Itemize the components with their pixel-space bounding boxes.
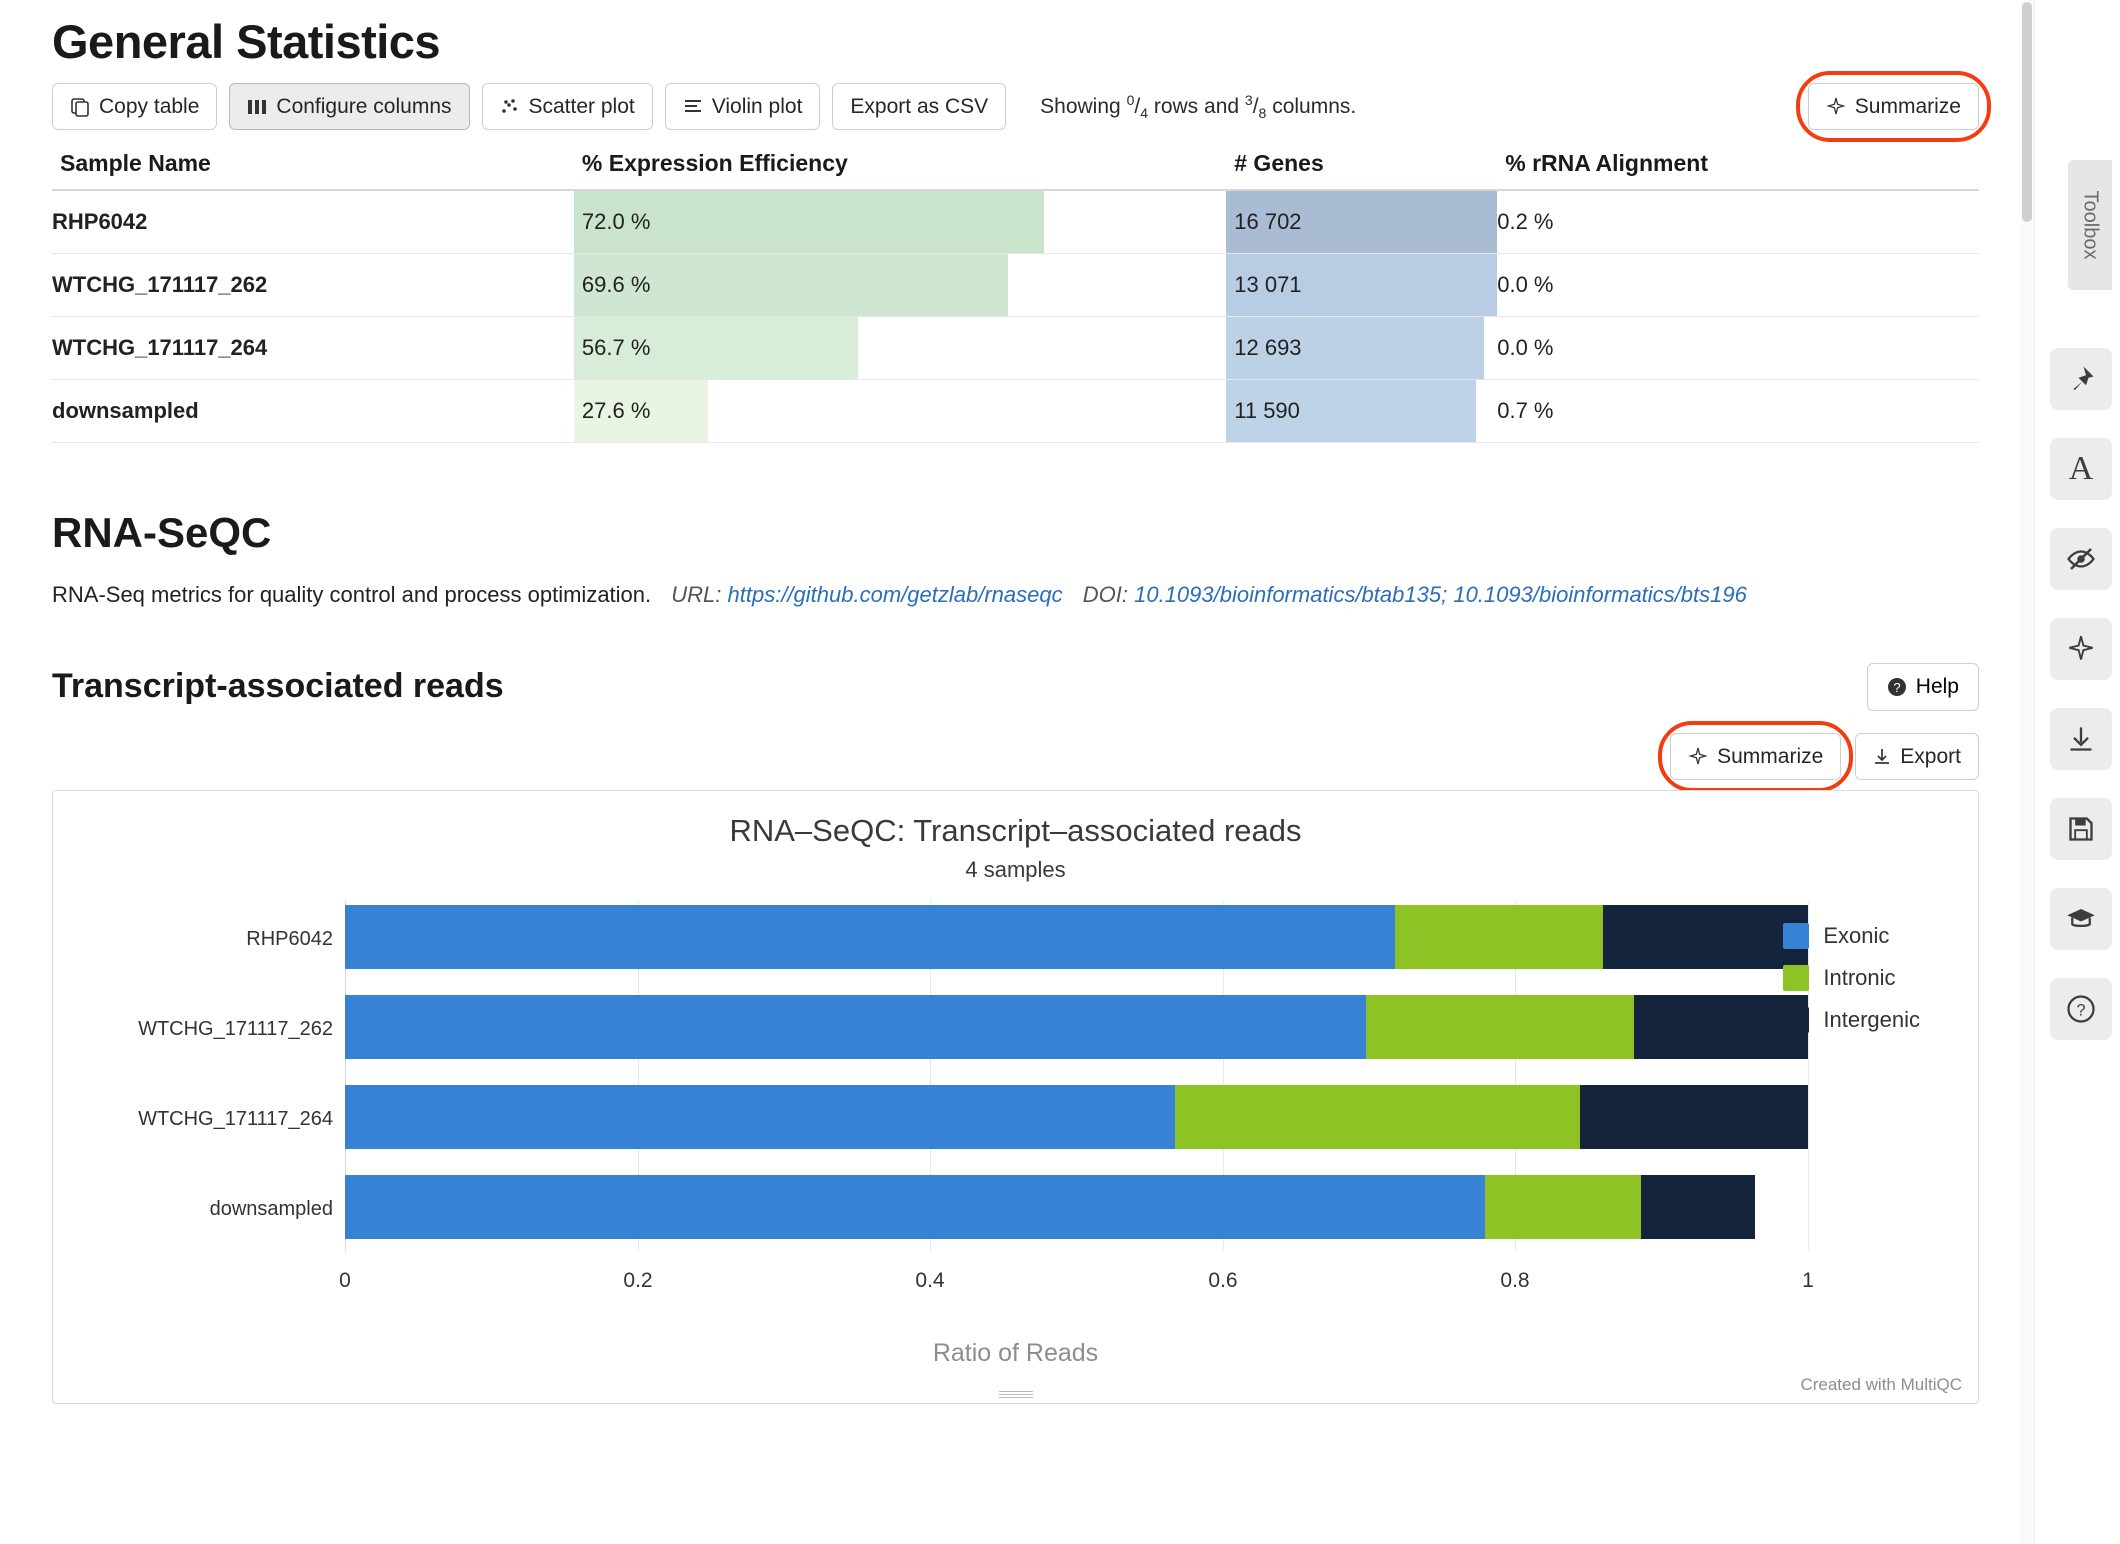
chart-credit: Created with MultiQC xyxy=(1800,1375,1962,1395)
showing-prefix: Showing xyxy=(1040,94,1121,118)
column-header-genes[interactable]: # Genes xyxy=(1226,146,1497,190)
toolbox-tab-label: Toolbox xyxy=(2079,190,2102,260)
summarize-table-button[interactable] xyxy=(1808,83,1979,130)
general-stats-toolbar xyxy=(52,83,1979,130)
cell-value: 56.7 % xyxy=(581,335,651,361)
cell-sample-name: WTCHG_171117_264 xyxy=(52,317,574,380)
rows-numerator: 0 xyxy=(1126,91,1135,108)
cell-expression-efficiency xyxy=(574,317,1226,380)
legend-item-intronic[interactable] xyxy=(1783,965,1920,991)
column-header-rrna-alignment[interactable]: % rRNA Alignment xyxy=(1497,146,1979,190)
cell-sample-name: WTCHG_171117_262 xyxy=(52,254,574,317)
chart-legend xyxy=(1783,923,1920,1049)
cell-rrna: 0.0 % xyxy=(1497,317,1979,380)
help-icon xyxy=(1887,677,1907,697)
bar-segment-intronic[interactable] xyxy=(1366,995,1634,1059)
cell-expression-efficiency xyxy=(574,380,1226,443)
help-label: Help xyxy=(1915,674,1959,698)
cell-rrna: 0.0 % xyxy=(1497,254,1979,317)
legend-swatch-intronic xyxy=(1783,965,1809,991)
configure-columns-label: Configure columns xyxy=(276,95,452,118)
rows-fraction: $^0/_4$ xyxy=(1126,91,1148,122)
bar-segment-exonic[interactable] xyxy=(345,1085,1175,1149)
bar-segment-exonic[interactable] xyxy=(345,995,1366,1059)
legend-label-intronic: Intronic xyxy=(1823,965,1896,991)
download-icon[interactable] xyxy=(2050,708,2112,770)
summarize-plot-button[interactable] xyxy=(1670,733,1841,780)
transcript-associated-reads-plot[interactable] xyxy=(52,790,1979,1404)
cell-sample-name: downsampled xyxy=(52,380,574,443)
scrollbar-thumb[interactable] xyxy=(2022,2,2032,222)
scatter-icon xyxy=(500,97,520,117)
columns-fraction: $^3/_8$ xyxy=(1244,91,1267,122)
cell-value: 27.6 % xyxy=(581,398,651,424)
bar-segment-exonic[interactable] xyxy=(345,905,1395,969)
page-scrollbar[interactable] xyxy=(2020,0,2034,1544)
bar-row[interactable] xyxy=(345,1175,1808,1239)
y-axis-label: WTCHG_171117_264 xyxy=(138,1108,333,1131)
x-tick: 0.8 xyxy=(1500,1269,1530,1293)
cell-genes xyxy=(1226,380,1497,443)
summarize-table-highlight xyxy=(1808,83,1979,130)
plot-subtitle: 4 samples xyxy=(965,857,1066,883)
x-tick: 0 xyxy=(339,1269,351,1293)
legend-swatch-exonic xyxy=(1783,923,1809,949)
toolbox-panel xyxy=(2034,0,2120,1544)
plot-resize-handle[interactable] xyxy=(999,1391,1033,1399)
cols-word: columns. xyxy=(1272,94,1357,118)
module-doi xyxy=(1083,582,1747,607)
citations-icon[interactable] xyxy=(2050,888,2112,950)
column-header-expression-efficiency[interactable]: % Expression Efficiency xyxy=(574,146,1226,190)
toolbox-tab[interactable] xyxy=(2068,160,2112,290)
configure-columns-button[interactable] xyxy=(229,83,469,130)
showing-status xyxy=(1040,92,1356,121)
violin-plot-button[interactable] xyxy=(665,83,821,130)
pin-icon[interactable] xyxy=(2050,348,2112,410)
bar-row[interactable] xyxy=(345,1085,1808,1149)
export-csv-button[interactable] xyxy=(832,83,1006,130)
plot-actions xyxy=(52,733,1979,780)
sparkle-icon xyxy=(1826,97,1846,117)
general-statistics-table xyxy=(52,146,1979,443)
cell-value: 12 693 xyxy=(1234,335,1302,361)
scatter-plot-button[interactable] xyxy=(482,83,653,130)
section-header xyxy=(52,621,1979,711)
highlight-text-icon[interactable]: A xyxy=(2050,438,2112,500)
x-tick: 1 xyxy=(1802,1269,1814,1293)
cell-genes xyxy=(1226,190,1497,254)
legend-item-exonic[interactable] xyxy=(1783,923,1920,949)
cell-rrna: 0.7 % xyxy=(1497,380,1979,443)
svg-text:?: ? xyxy=(1893,679,1901,695)
chart-area xyxy=(53,901,1978,1403)
module-description xyxy=(52,579,1979,611)
export-plot-label: Export xyxy=(1900,744,1961,768)
y-axis-label: WTCHG_171117_262 xyxy=(138,1018,333,1041)
cols-numerator: 3 xyxy=(1244,91,1253,108)
y-axis-label: downsampled xyxy=(209,1198,333,1221)
copy-table-button[interactable] xyxy=(52,83,217,130)
bar-segment-intergenic[interactable] xyxy=(1634,995,1808,1059)
section-title: Transcript-associated reads xyxy=(52,666,504,705)
module-title: RNA-SeQC xyxy=(52,509,272,557)
cell-value: 13 071 xyxy=(1234,272,1302,298)
ai-sparkle-icon[interactable] xyxy=(2050,618,2112,680)
x-tick: 0.6 xyxy=(1208,1269,1238,1293)
cell-expression-efficiency xyxy=(574,254,1226,317)
copy-table-label: Copy table xyxy=(99,95,200,118)
bar-segment-intronic[interactable] xyxy=(1395,905,1603,969)
legend-label-exonic: Exonic xyxy=(1823,923,1890,949)
help-button[interactable] xyxy=(1867,663,1979,711)
legend-label-intergenic: Intergenic xyxy=(1823,1007,1920,1033)
bar-segment-intergenic[interactable] xyxy=(1603,905,1808,969)
url-link[interactable]: https://github.com/getzlab/rnaseqc xyxy=(727,582,1063,608)
bar-segment-intronic[interactable] xyxy=(1485,1175,1642,1239)
help-icon[interactable] xyxy=(2050,978,2112,1040)
bar-row[interactable] xyxy=(345,905,1808,969)
copy-icon xyxy=(70,97,90,117)
url-label: URL: xyxy=(671,582,722,608)
bar-segment-exonic[interactable] xyxy=(345,1175,1485,1239)
svg-text:?: ? xyxy=(2076,1001,2086,1020)
page-title: General Statistics xyxy=(52,15,441,68)
module-description-text: RNA-Seq metrics for quality control and process optimization. xyxy=(52,582,652,608)
legend-item-intergenic[interactable] xyxy=(1783,1007,1920,1033)
cell-value: 16 702 xyxy=(1234,209,1302,235)
plot-title: RNA–SeQC: Transcript–associated reads xyxy=(729,813,1302,849)
y-axis-label: RHP6042 xyxy=(246,928,333,951)
cell-value: 72.0 % xyxy=(581,209,651,235)
download-icon xyxy=(1873,748,1891,766)
cell-expression-efficiency xyxy=(574,190,1226,254)
x-axis-title: Ratio of Reads xyxy=(932,1339,1099,1368)
summarize-table-label: Summarize xyxy=(1854,95,1961,118)
table-row xyxy=(52,317,1979,380)
table-row xyxy=(52,254,1979,317)
doi-link-2[interactable]: 10.1093/bioinformatics/bts196 xyxy=(1453,582,1747,608)
bar-segment-intronic[interactable] xyxy=(1175,1085,1580,1149)
module-url xyxy=(671,582,1068,607)
hide-samples-icon[interactable] xyxy=(2050,528,2112,590)
violin-icon xyxy=(683,97,703,117)
bar-segment-intergenic[interactable] xyxy=(1580,1085,1808,1149)
bar-segment-intergenic[interactable] xyxy=(1641,1175,1755,1239)
x-tick: 0.2 xyxy=(623,1269,653,1293)
cell-sample-name: RHP6042 xyxy=(52,190,574,254)
export-plot-button[interactable] xyxy=(1855,733,1979,780)
scatter-plot-label: Scatter plot xyxy=(528,95,635,118)
legend-swatch-intergenic xyxy=(1783,1007,1809,1033)
summarize-plot-label: Summarize xyxy=(1717,744,1824,768)
cell-genes xyxy=(1226,254,1497,317)
table-row xyxy=(52,380,1979,443)
summarize-plot-highlight xyxy=(1670,733,1841,780)
columns-icon xyxy=(247,97,267,117)
rows-denominator: 4 xyxy=(1140,105,1148,122)
cell-rrna: 0.2 % xyxy=(1497,190,1979,254)
table-row xyxy=(52,190,1979,254)
save-icon[interactable] xyxy=(2050,798,2112,860)
cell-genes xyxy=(1226,317,1497,380)
export-csv-label: Export as CSV xyxy=(850,95,989,118)
bar-row[interactable] xyxy=(345,995,1808,1059)
rows-word: rows and xyxy=(1153,94,1240,118)
violin-plot-label: Violin plot xyxy=(711,95,803,118)
column-header-sample-name[interactable]: Sample Name xyxy=(52,146,574,190)
doi-link-1[interactable]: 10.1093/bioinformatics/btab135; xyxy=(1134,582,1448,608)
doi-label: DOI: xyxy=(1082,582,1128,608)
x-tick: 0.4 xyxy=(915,1269,945,1293)
cell-value: 69.6 % xyxy=(581,272,651,298)
cols-denominator: 8 xyxy=(1258,105,1267,122)
cell-value: 11 590 xyxy=(1234,398,1300,424)
table-header-row xyxy=(52,146,1979,190)
sparkle-icon xyxy=(1688,747,1708,767)
